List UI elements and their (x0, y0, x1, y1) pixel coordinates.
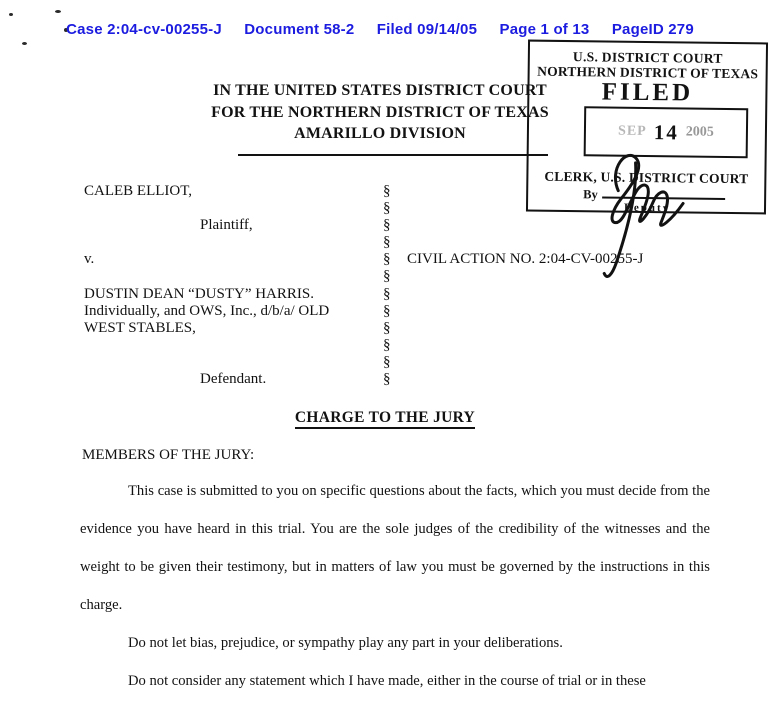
plaintiff-designation: Plaintiff, (200, 217, 253, 234)
charge-body (80, 472, 710, 700)
civil-action-number: CIVIL ACTION NO. 2:04-CV-00255-J (407, 251, 644, 268)
court-heading-line2: FOR THE NORTHERN DISTRICT OF TEXAS (211, 103, 549, 121)
document-title (0, 409, 770, 427)
section-symbol: § (383, 353, 391, 370)
caption-right-text (407, 200, 724, 217)
plaintiff-name: CALEB ELLIOT, (84, 183, 193, 199)
scan-speck (55, 10, 61, 13)
section-symbol: § (383, 251, 391, 268)
caption-row (84, 183, 724, 200)
stamp-filed-label: FILED (601, 78, 694, 107)
charge-paragraph-3: Do not consider any statement which I have made, either in the course of trial or in these (128, 673, 646, 689)
charge-paragraph-2: Do not let bias, prejudice, or sympathy play any part in your deliberations. (128, 635, 563, 651)
case-header (0, 21, 760, 38)
caption-right-text (407, 217, 724, 234)
caption-row (84, 354, 724, 371)
stamp-clerk-line: CLERK, U.S. DISTRICT COURT (544, 168, 749, 187)
section-symbol: § (383, 183, 391, 199)
versus-label: v. (84, 251, 95, 268)
caption-left-text (84, 337, 383, 354)
filed-date: Filed 09/14/05 (376, 21, 478, 38)
caption-left-text (84, 268, 383, 285)
caption-right-text (407, 303, 724, 320)
page-count: Page 1 of 13 (499, 21, 590, 38)
stamp-date-box (584, 106, 749, 158)
caption-row (84, 286, 724, 303)
section-symbol: § (383, 268, 391, 285)
caption-row (84, 234, 724, 251)
section-symbol: § (383, 319, 391, 336)
court-heading-line1: IN THE UNITED STATES DISTRICT COURT (213, 82, 547, 99)
defendant-name-line2: Individually, and OWS, Inc., d/b/a/ OLD (84, 302, 330, 319)
section-symbol: § (383, 336, 391, 353)
document-number: Document 58-2 (244, 21, 355, 38)
section-symbol: § (383, 234, 391, 251)
charge-paragraph-1: This case is submitted to you on specific questions about the facts, which you must decide from the evidence you have heard in this trial. You are the sole judges of the credibility of the witnesses and the weight to be given their testimony, but in matters of law you must be governed by the instructions in this charge. (80, 483, 710, 613)
stamp-date-day: 14 (653, 119, 679, 144)
section-symbol: § (383, 217, 391, 234)
caption-left-text (84, 200, 383, 217)
defendant-name-line1: DUSTIN DEAN “DUSTY” HARRIS. (84, 285, 314, 302)
case-number: Case 2:04-cv-00255-J (66, 21, 222, 38)
caption-row (84, 303, 724, 320)
section-symbol: § (383, 371, 391, 388)
caption-row (84, 320, 724, 337)
caption-row (84, 251, 724, 268)
scan-speck (22, 42, 27, 45)
stamp-by-label: By (583, 187, 598, 202)
jury-salutation: MEMBERS OF THE JURY: (82, 447, 255, 463)
caption-row (84, 337, 724, 354)
stamp-district-line: NORTHERN DISTRICT OF TEXAS (537, 63, 759, 82)
defendant-name-line3: WEST STABLES, (84, 319, 196, 336)
caption-right-text (407, 234, 724, 251)
caption-right-text (407, 354, 724, 371)
caption-row (84, 200, 724, 217)
caption-left-text (84, 354, 383, 371)
court-heading-line3: AMARILLO DIVISION (294, 125, 466, 142)
case-caption (84, 183, 724, 388)
stamp-deputy-label: Deputy (623, 201, 671, 215)
stamp-date-year: 2005 (685, 124, 714, 140)
caption-right-text (407, 268, 724, 285)
section-symbol: § (383, 302, 391, 319)
caption-row (84, 217, 724, 234)
section-symbol: § (383, 200, 391, 217)
stamp-court-line: U.S. DISTRICT COURT (572, 49, 723, 66)
caption-row (84, 371, 724, 388)
page-id: PageID 279 (611, 21, 694, 38)
scan-speck (9, 13, 13, 16)
stamp-date-month: SEP (618, 123, 647, 139)
document-title-text: CHARGE TO THE JURY (295, 409, 475, 429)
caption-row (84, 268, 724, 285)
heading-divider-rule (238, 154, 548, 156)
caption-right-text (407, 320, 724, 337)
caption-right-text (407, 337, 724, 354)
caption-left-text (84, 234, 383, 251)
caption-right-text (407, 286, 724, 303)
section-symbol: § (383, 285, 391, 302)
defendant-designation: Defendant. (200, 371, 267, 388)
caption-right-text (407, 183, 724, 200)
caption-right-text (407, 371, 724, 388)
